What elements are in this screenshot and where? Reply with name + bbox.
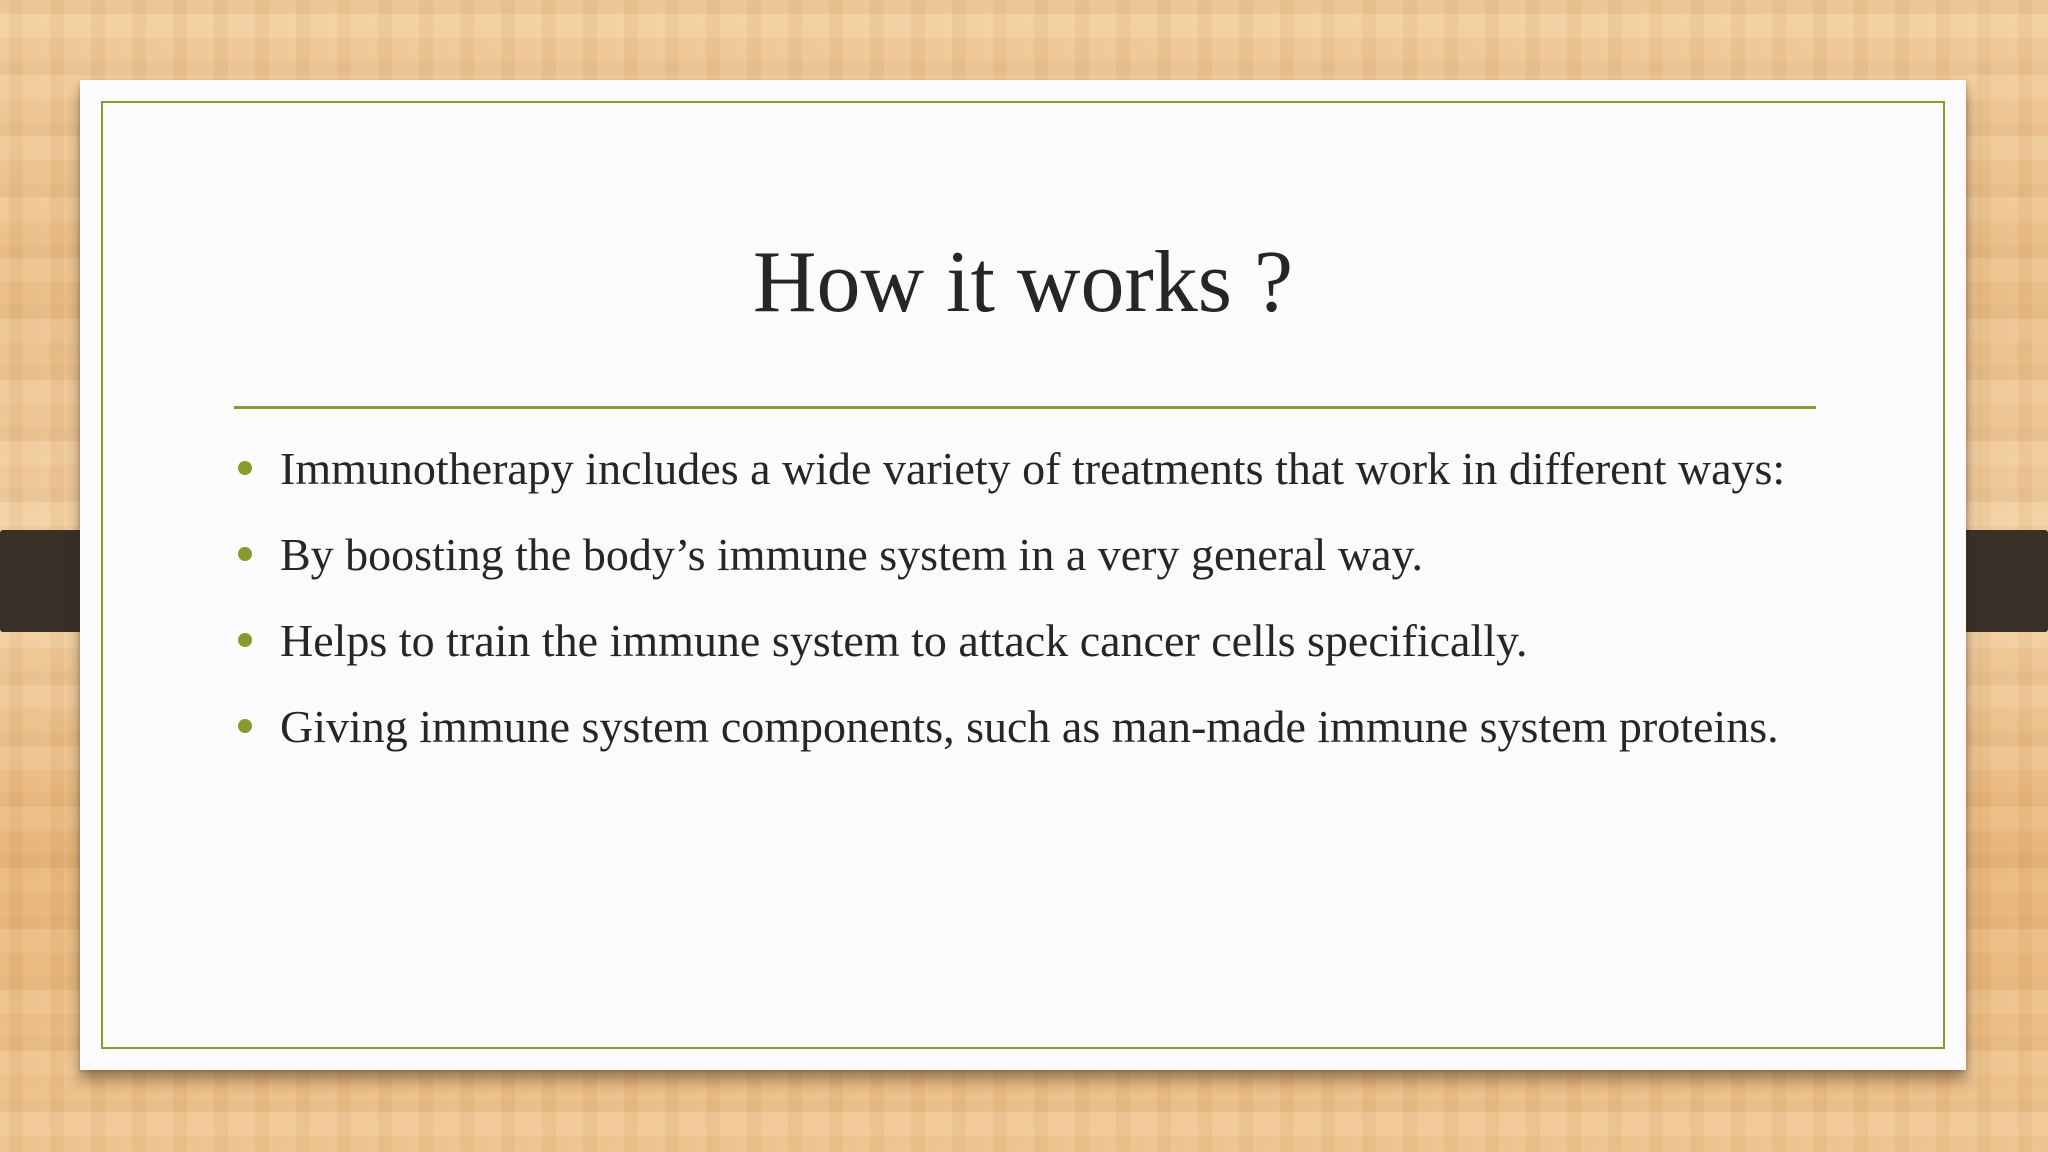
- bullet-dot-icon: [238, 633, 252, 647]
- slide: [80, 80, 1966, 1070]
- bullet-dot-icon: [238, 547, 252, 561]
- slide-title: How it works ?: [752, 234, 1294, 331]
- bullet-list: [234, 438, 1834, 782]
- bullet-dot-icon: [238, 719, 252, 733]
- bullet-text: Giving immune system components, such as man-made immune system proteins.: [280, 701, 1779, 752]
- bullet-item: [234, 438, 1834, 500]
- bullet-text: Helps to train the immune system to attack cancer cells specifically.: [280, 615, 1528, 666]
- bullet-text: Immunotherapy includes a wide variety of treatments that work in different ways:: [280, 443, 1786, 494]
- bullet-item: [234, 524, 1834, 586]
- bullet-item: [234, 696, 1834, 758]
- bullet-item: [234, 610, 1834, 672]
- bullet-text: By boosting the body’s immune system in a very general way.: [280, 529, 1423, 580]
- title-divider: [234, 406, 1816, 409]
- bullet-dot-icon: [238, 461, 252, 475]
